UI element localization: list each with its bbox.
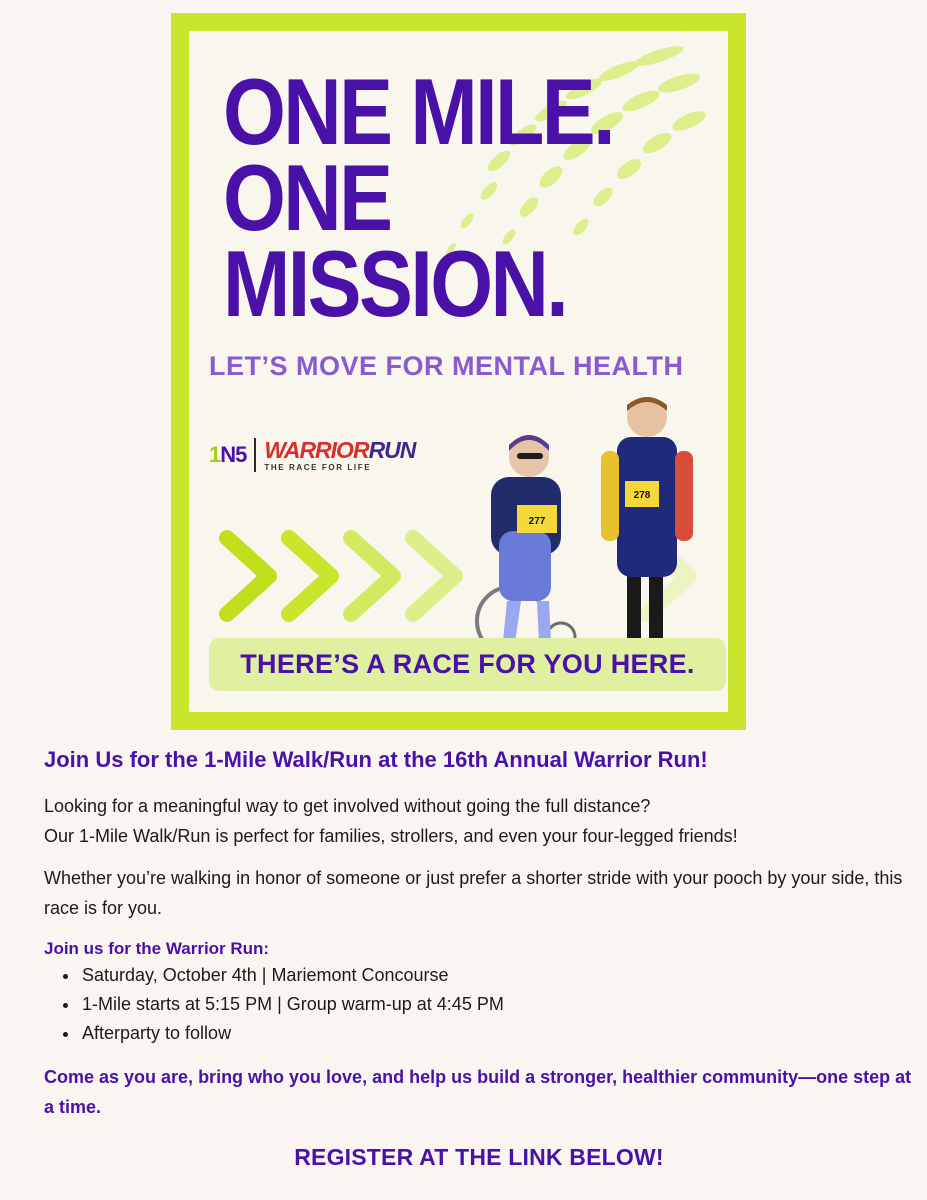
warrior-run-wordmark [264,436,416,463]
description-paragraph: Whether you’re walking in honor of someone or just prefer a shorter stride with your pooch by your side, this race is for you. [44,868,903,918]
headline-line-1: ONE MILE. [223,59,613,164]
details-heading: Join us for the Warrior Run: [44,939,270,958]
runners-photo [451,381,711,656]
logo-char: 1 [209,442,221,467]
closing-paragraph: Come as you are, bring who you love, and help us build a stronger, healthier community—one step at a time. [44,1067,912,1117]
event-poster [171,13,746,730]
bib-278: 278 [633,490,651,501]
headline-line-2: ONE [223,145,391,250]
wheelchair-athlete [477,435,575,655]
logo-char: 5 [235,442,247,467]
intro-line-2: Our 1-Mile Walk/Run is perfect for families, strollers, and even your four-legged friends! [44,826,738,846]
event-logo [209,438,415,472]
article-heading: Join Us for the 1-Mile Walk/Run at the 16th Annual Warrior Run! [44,747,708,772]
list-item: • 1-Mile starts at 5:15 PM | Group warm-up at 4:45 PM [80,990,914,1019]
standing-runner [601,397,693,649]
wordmark-warrior: WARRIOR [264,436,369,463]
article-body [44,745,914,1171]
event-details-list [44,961,914,1048]
headline-line-3: MISSION. [223,231,567,336]
logo-divider [254,438,256,472]
wordmark-run: RUN [368,436,416,463]
logo-subtitle: THE RACE FOR LIFE [264,462,372,472]
logo-char: N [220,442,236,467]
poster-tagline: LET’S MOVE FOR MENTAL HEALTH [209,351,684,381]
intro-line-1: Looking for a meaningful way to get involved without going the full distance? [44,796,651,816]
register-cta: REGISTER AT THE LINK BELOW! [294,1144,664,1170]
warrior-run-logo [264,436,416,472]
intro-paragraph [44,791,914,851]
bib-277: 277 [528,516,546,527]
list-item: • Saturday, October 4th | Mariemont Concourse [80,961,914,990]
poster-headline [223,59,613,336]
list-item: • Afterparty to follow [80,1019,914,1048]
1n5-logo [209,442,246,468]
race-banner: THERE’S A RACE FOR YOU HERE. [209,638,726,691]
poster-inner [189,31,728,712]
